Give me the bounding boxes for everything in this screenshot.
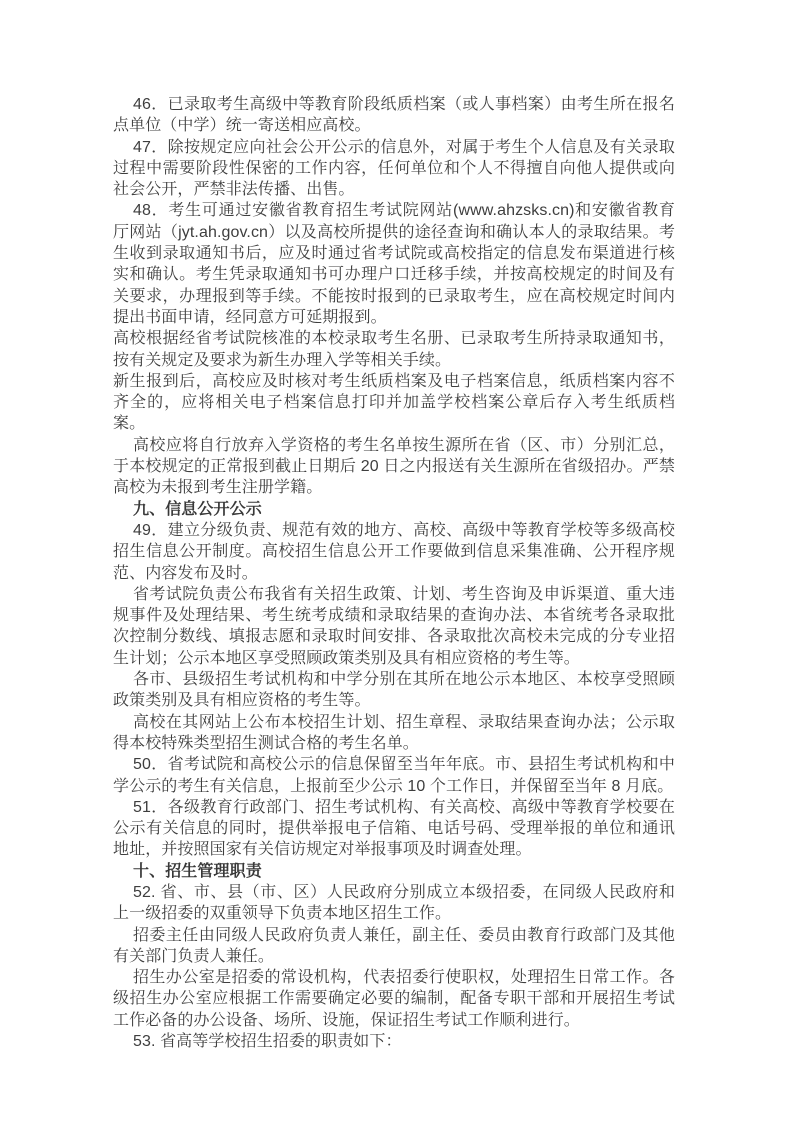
paragraph-item-46: 46．已录取考生高级中等教育阶段纸质档案（或人事档案）由考生所在报名点单位（中学）统一寄送相应高校。 — [113, 96, 675, 135]
paragraph-item-47: 47．除按规定应向社会公开公示的信息外，对属于考生个人信息及有关录取过程中需要阶段性保密的工作内容，任何单位和个人不得擅自向他人提供或向社会公开，严禁非法传播、出售。 — [113, 138, 675, 199]
section-heading-ten: 十、招生管理职责 — [133, 862, 262, 880]
paragraph-item-50: 50．省考试院和高校公示的信息保留至当年年底。市、县招生考试机构和中学公示的考生有关信息，上报前至少公示 10 个工作日，并保留至当年 8 月底。 — [113, 756, 675, 795]
section-heading-nine: 九、信息公开公示 — [133, 500, 262, 518]
document-body — [113, 0, 675, 1052]
paragraph-48-cont-1: 高校根据经省考试院核准的本校录取考生名册、已录取考生所持录取通知书，按有关规定及要求为新生办理入学等相关手续。 — [113, 330, 675, 369]
paragraph-52-cont-2: 招生办公室是招委的常设机构，代表招委行使职权，处理招生日常工作。各级招生办公室应根据工作需要确定必要的编制，配备专职干部和开展招生考试工作必备的办公设备、场所、设施，保证招生考试工作顺利进行。 — [113, 969, 675, 1029]
paragraph-48-cont-3: 高校应将自行放弃入学资格的考生名单按生源所在省（区、市）分别汇总，于本校规定的正常报到截止日期后 20 日之内报送有关生源所在省级招办。严禁高校为未报到考生注册学籍。 — [113, 436, 675, 497]
paragraph-item-48: 48．考生可通过安徽省教育招生考试院网站(www.ahzsks.cn)和安徽省教育厅网站（jyt.ah.gov.cn）以及高校所提供的途径查询和确认本人的录取结果。考生收到录取通知书后，应及时通过省考试院或高校指定的信息发布渠道进行核实和确认。考生凭录取通知书可办理户口迁移手续，并按高校规定的时间及有关要求，办理报到等手续。不能按时报到的已录取考生，应在高校规定时间内提出书面申请，经同意方可延期报到。 — [113, 202, 675, 326]
paragraph-49-cont-2: 各市、县级招生考试机构和中学分别在其所在地公示本地区、本校享受照顾政策类别及具有相应资格的考生等。 — [113, 671, 675, 710]
paragraph-49-cont-1: 省考试院负责公布我省有关招生政策、计划、考生咨询及申诉渠道、重大违规事件及处理结果、考生统考成绩和录取结果的查询办法、本省统考各录取批次控制分数线、填报志愿和录取时间安排、各录取批次高校未完成的分专业招生计划；公示本地区享受照顾政策类别及具有相应资格的考生等。 — [113, 585, 675, 667]
paragraph-52-cont-1: 招委主任由同级人民政府负责人兼任，副主任、委员由教育行政部门及其他有关部门负责人兼任。 — [113, 926, 675, 965]
paragraph-item-51: 51．各级教育行政部门、招生考试机构、有关高校、高级中等教育学校要在公示有关信息的同时，提供举报电子信箱、电话号码、受理举报的单位和通讯地址，并按照国家有关信访规定对举报事项及时调查处理。 — [113, 798, 675, 859]
paragraph-item-52: 52. 省、市、县（市、区）人民政府分别成立本级招委，在同级人民政府和上一级招委的双重领导下负责本地区招生工作。 — [113, 883, 675, 923]
paragraph-48-cont-2: 新生报到后，高校应及时核对考生纸质档案及电子档案信息，纸质档案内容不齐全的，应将相关电子档案信息打印并加盖学校档案公章后存入考生纸质档案。 — [113, 372, 675, 433]
paragraph-49-cont-3: 高校在其网站上公布本校招生计划、招生章程、录取结果查询办法；公示取得本校特殊类型招生测试合格的考生名单。 — [113, 713, 675, 752]
paragraph-item-53: 53. 省高等学校招生招委的职责如下： — [133, 1033, 402, 1051]
paragraph-item-49: 49．建立分级负责、规范有效的地方、高校、高级中等教育学校等多级高校招生信息公开制度。高校招生信息公开工作要做到信息采集准确、公开程序规范、内容发布及时。 — [113, 521, 675, 582]
